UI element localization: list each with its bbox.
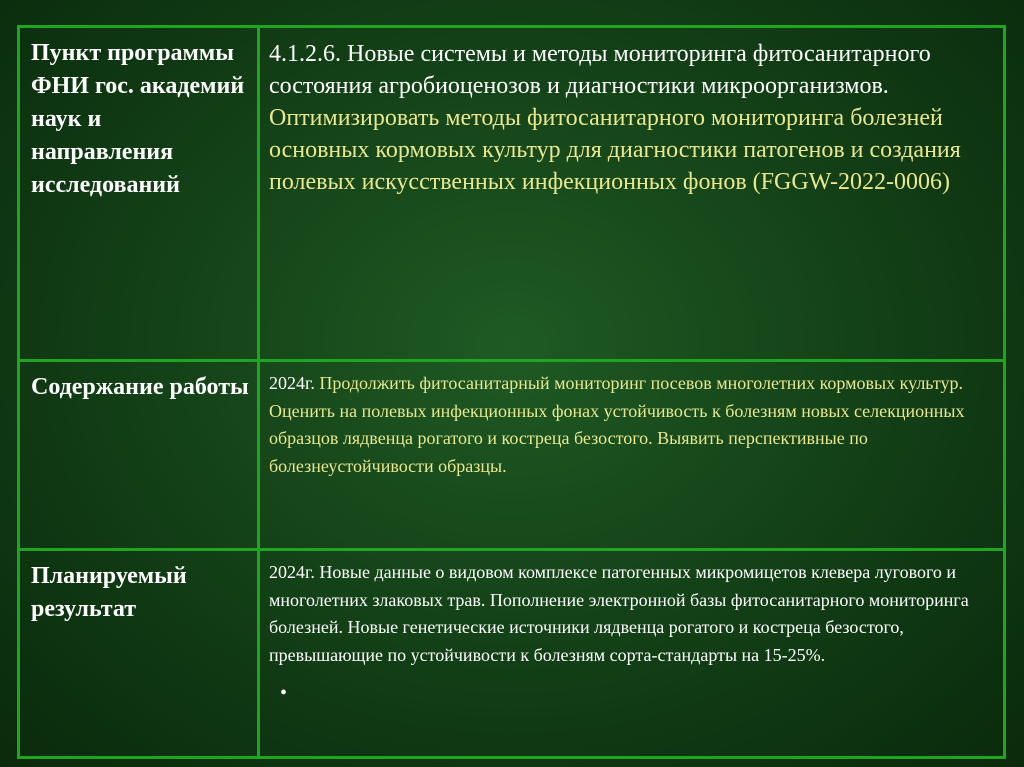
planned-result-body: Новые данные о видовом комплексе патогенных микромицетов клевера лугового и многолетних злаковых трав. Пополнение электронной базы фитосанитарного мониторинга болезней. Новые генетические источники лядвенца рогатого и костреца безостого, превышающие по устойчивости к болезням сорта-стандарты на 15-25%. (269, 562, 969, 665)
table-row-program-item (19, 27, 1005, 361)
program-item-content (260, 28, 1003, 198)
table-row-work-content (19, 361, 1005, 550)
planned-result-text (260, 551, 1003, 669)
program-item-body: Оптимизировать методы фитосанитарного мониторинга болезней основных кормовых культур для диагностики патогенов и создания полевых искусственных инфекционных фонов (FGGW-2022-0006) (269, 105, 961, 195)
work-content-year: 2024г. (269, 373, 315, 393)
label-cell (19, 27, 259, 361)
label-cell (19, 361, 259, 550)
project-table (17, 25, 1006, 759)
empty-bullet: • (280, 682, 288, 704)
row-label: Содержание работы (31, 374, 249, 400)
content-cell (259, 550, 1005, 758)
label-cell (19, 550, 259, 758)
table-row-planned-result (19, 550, 1005, 758)
work-content-body: Продолжить фитосанитарный мониторинг посевов многолетних кормовых культур. Оценить на полевых инфекционных фонах устойчивость к болезням новых селекционных образцов лядвенца рогатого и костреца безостого. Выявить перспективные по болезнеустойчивости образцы. (269, 373, 965, 476)
planned-result-year: 2024г. (269, 562, 315, 582)
row-label: Пункт программы ФНИ гос. академий наук и направления исследований (31, 40, 245, 198)
content-cell (259, 27, 1005, 361)
program-item-heading: 4.1.2.6. Новые системы и методы мониторинга фитосанитарного состояния агробиоценозов и диагностики микроорганизмов. (269, 41, 931, 99)
work-content-text (260, 362, 1003, 480)
row-label: Планируемый результат (31, 563, 187, 622)
content-cell (259, 361, 1005, 550)
